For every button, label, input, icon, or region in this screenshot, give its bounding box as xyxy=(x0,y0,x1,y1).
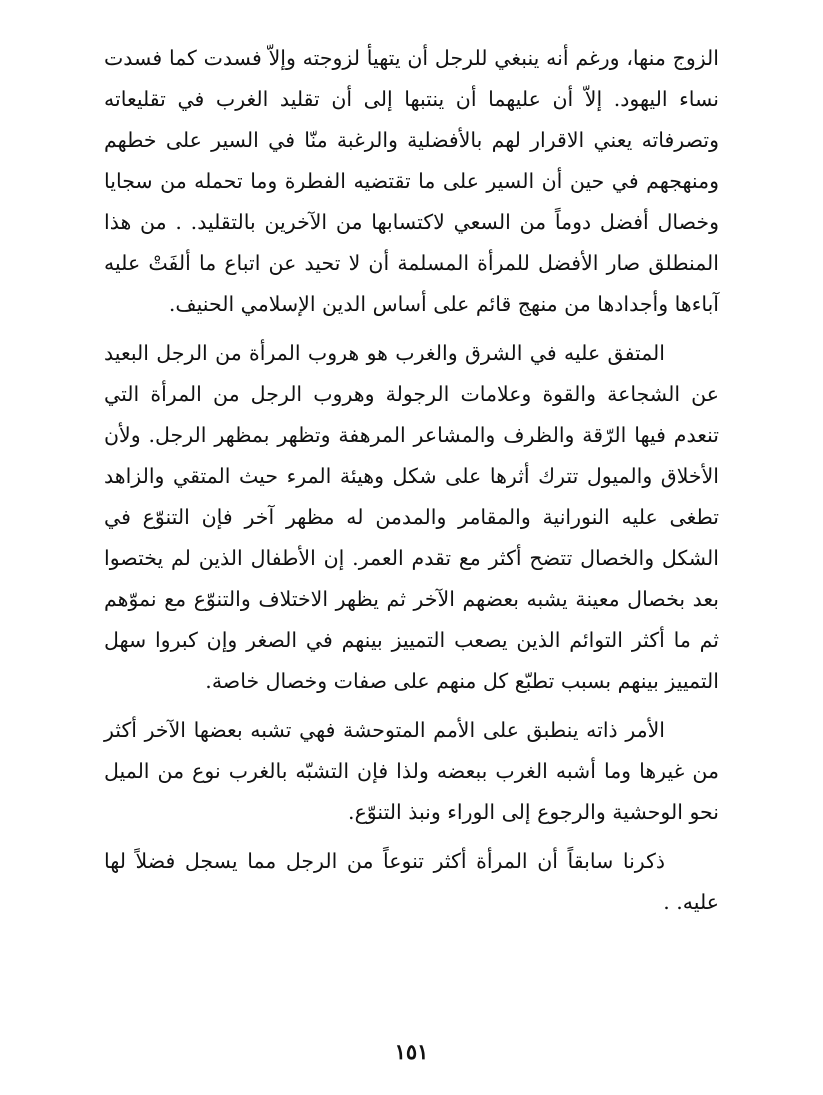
paragraph-continuation: الزوج منها، ورغم أنه ينبغي للرجل أن يتهيأ لزوجته وإلاّ فسدت كما فسدت نساء اليهود. إلاّ أن عليهما أن ينتبها إلى أن تقليد الغرب في تقليعاته وتصرفاته يعني الاقرار لهم بالأفضلية والرغبة منّا في السير على خطهم ومنهجهم في حين أن السير على ما تقتضيه الفطرة وما تحمله من سجايا وخصال أفضل دوماً من السعي لاكتسابها من الآخرين بالتقليد. . من هذا المنطلق صار الأفضل للمرأة المسلمة أن لا تحيد عن اتباع ما ألفَتْ عليه آباءها وأجدادها من منهج قائم على أساس الدين الإسلامي الحنيف. xyxy=(104,46,719,316)
paragraph-east-west: المتفق عليه في الشرق والغرب هو هروب المرأة من الرجل البعيد عن الشجاعة والقوة وعلامات الرجولة وهروب الرجل من المرأة التي تنعدم فيها الرّقة والظرف والمشاعر المرهفة وتظهر بمظهر الرجل. ولأن الأخلاق والميول تترك أثرها على شكل وهيئة المرء حيث المتقي والزاهد تطغى عليه النورانية والمقامر والمدمن له مظهر آخر فإن التنوّع في الشكل والخصال تتضح أكثر مع تقدم العمر. إن الأطفال الذين لم يختصوا بعد بخصال معينة يشبه بعضهم الآخر ثم يظهر الاختلاف والتنوّع مع نموّهم ثم ما أكثر التوائم الذين يصعب التمييز بينهم في الصغر وإن كبروا سهل التمييز بينهم بسبب تطبّع كل منهم على صفات وخصال خاصة. xyxy=(104,341,719,693)
paragraph-spacer xyxy=(104,325,719,333)
page-text-body xyxy=(104,38,719,923)
paragraph-spacer xyxy=(104,833,719,841)
paragraph-savage-nations: الأمر ذاته ينطبق على الأمم المتوحشة فهي تشبه بعضها الآخر أكثر من غيرها وما أشبه الغرب ببعضه ولذا فإن التشبّه بالغرب نوع من الميل نحو الوحشية والرجوع إلى الوراء ونبذ التنوّع. xyxy=(104,718,719,824)
page-number: ١٥١ xyxy=(394,1039,429,1064)
paragraph-woman-diversity: ذكرنا سابقاً أن المرأة أكثر تنوعاً من الرجل مما يسجل فضلاً لها عليه. . xyxy=(104,849,719,914)
paragraph-spacer xyxy=(104,702,719,710)
